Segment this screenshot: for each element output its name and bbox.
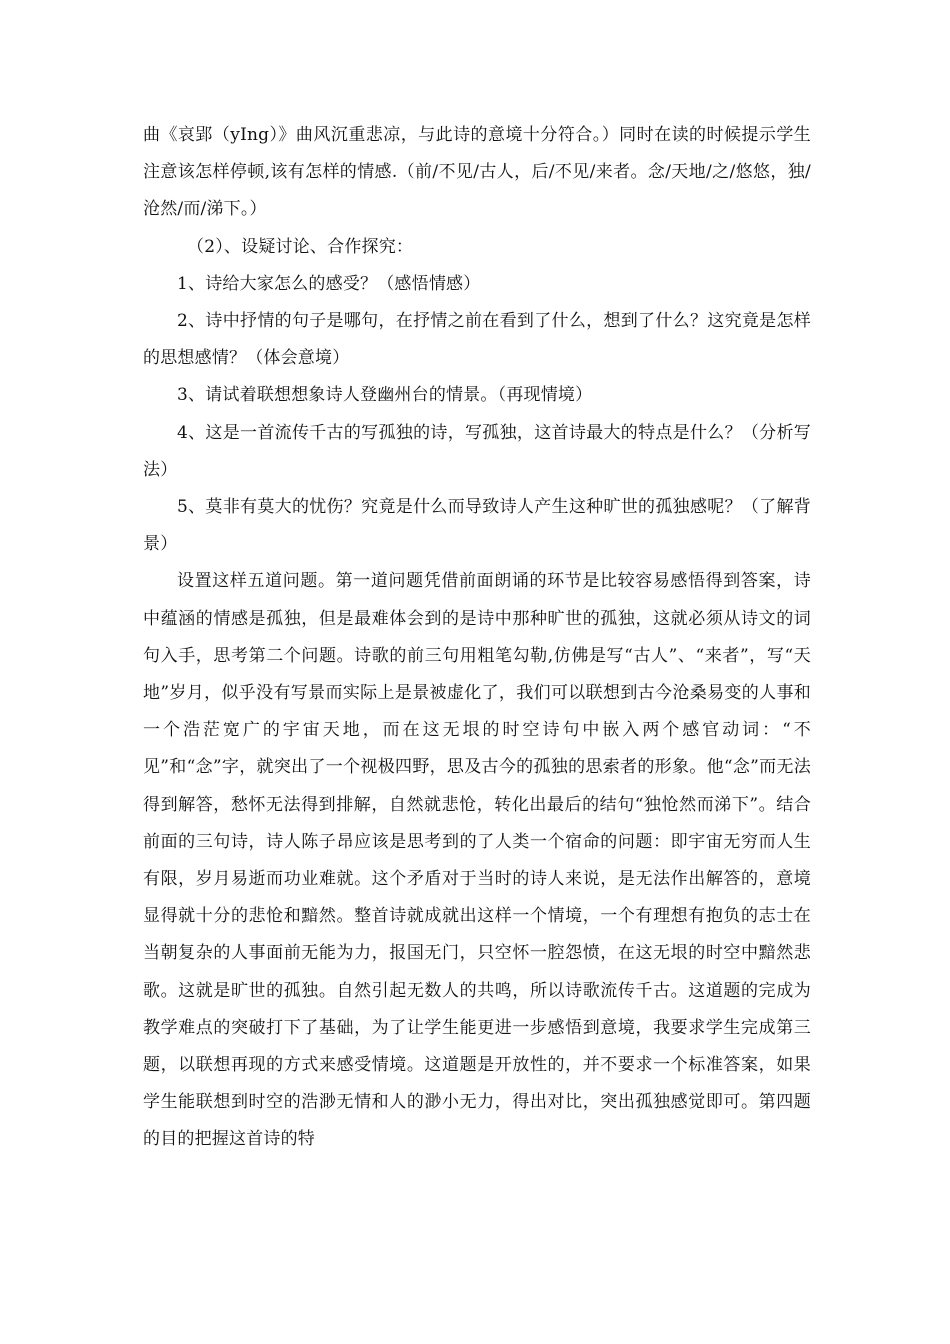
question-4: 4、这是一首流传千古的写孤独的诗，写孤独，这首诗最大的特点是什么？（分析写法） <box>143 422 811 480</box>
question-1: 1、诗给大家怎么的感受？（感悟情感） <box>177 273 481 294</box>
question-3: 3、请试着联想想象诗人登幽州台的情景。（再现情境） <box>177 385 593 406</box>
question-2: 2、诗中抒情的句子是哪句，在抒情之前在看到了什么，想到了什么？这究竟是怎样的思想感情？（体会意境） <box>143 311 811 369</box>
document-body <box>143 117 811 1159</box>
question-5: 5、莫非有莫大的忧伤？究竟是什么而导致诗人产生这种旷世的孤独感呢？（了解背景） <box>143 497 811 555</box>
section-heading-discussion: （2）、设疑讨论、合作探究： <box>187 236 414 257</box>
paragraph-reading-guidance: 曲《哀郢（yIng）》曲风沉重悲凉，与此诗的意境十分符合。）同时在读的时候提示学生注意该怎样停顿,该有怎样的情感.（前/不见/古人，后/不见/来者。念/天地/之/悠悠，独/沧然/而/涕下。） <box>143 125 811 220</box>
paragraph-analysis: 设置这样五道问题。第一道问题凭借前面朗诵的环节是比较容易感悟得到答案，诗中蕴涵的情感是孤独，但是最难体会到的是诗中那种旷世的孤独，这就必须从诗文的词句入手，思考第二个问题。诗歌的前三句用粗笔勾勒,仿佛是写“古人”、“来者”，写“天地”岁月，似乎没有写景而实际上是景被虚化了，我们可以联想到古今沧桑易变的人事和一个浩茫宽广的宇宙天地，而在这无垠的时空诗句中嵌入两个感官动词：“不见”和“念”字，就突出了一个视极四野，思及古今的孤独的思索者的形象。他“念”而无法得到解答，愁怀无法得到排解，自然就悲怆，转化出最后的结句“独怆然而涕下”。结合前面的三句诗，诗人陈子昂应该是思考到的了人类一个宿命的问题：即宇宙无穷而人生有限，岁月易逝而功业难就。这个矛盾对于当时的诗人来说，是无法作出解答的，意境显得就十分的悲怆和黯然。整首诗就成就出这样一个情境，一个有理想有抱负的志士在当朝复杂的人事面前无能为力，报国无门，只空怀一腔怨愤，在这无垠的时空中黯然悲歌。这就是旷世的孤独。自然引起无数人的共鸣，所以诗歌流传千古。这道题的完成为教学难点的突破打下了基础，为了让学生能更进一步感悟到意境，我要求学生完成第三题，以联想再现的方式来感受情境。这道题是开放性的，并不要求一个标准答案，如果学生能联想到时空的浩渺无情和人的渺小无力，得出对比，突出孤独感觉即可。第四题的目的把握这首诗的特 <box>143 571 811 1150</box>
